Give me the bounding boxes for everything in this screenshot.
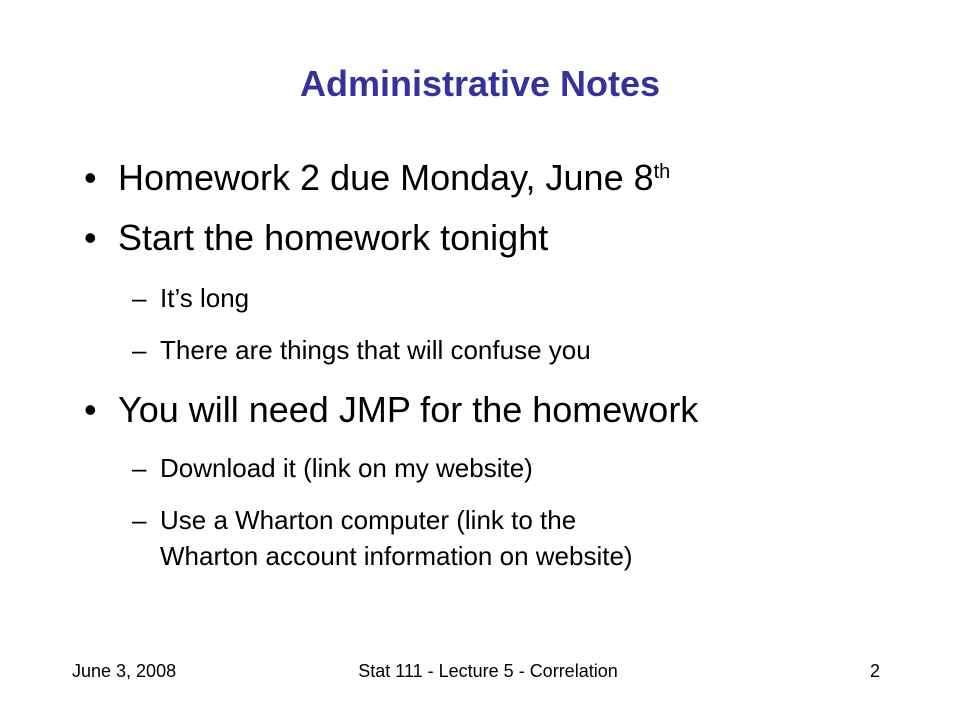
bullet-marker: • — [84, 389, 97, 430]
bullet-text — [118, 158, 670, 198]
bullet-marker: • — [84, 157, 97, 198]
dash-marker: – — [132, 505, 147, 535]
bullet-marker: • — [84, 217, 97, 258]
sub-bullet-text: There are things that will confuse you — [160, 335, 591, 365]
bullet-text: Start the homework tonight — [118, 217, 549, 258]
footer-course: Stat 111 - Lecture 5 - Correlation — [358, 661, 618, 681]
dash-marker: – — [132, 453, 147, 483]
bullet-superscript: th — [653, 161, 671, 183]
bullet-text: You will need JMP for the homework — [118, 389, 699, 430]
sub-bullet-text: Download it (link on my website) — [160, 453, 533, 483]
dash-marker: – — [132, 283, 147, 313]
slide-title: Administrative Notes — [299, 63, 661, 104]
dash-marker: – — [132, 335, 147, 365]
footer-page-number: 2 — [869, 661, 880, 681]
sub-bullet-text: Wharton account information on website) — [160, 541, 633, 571]
sub-bullet-text: Use a Wharton computer (link to the — [160, 505, 577, 535]
sub-bullet-text: It’s long — [160, 283, 250, 313]
bullet-text-main: Homework 2 due Monday, June 8 — [118, 157, 654, 198]
footer-date: June 3, 2008 — [72, 661, 177, 681]
